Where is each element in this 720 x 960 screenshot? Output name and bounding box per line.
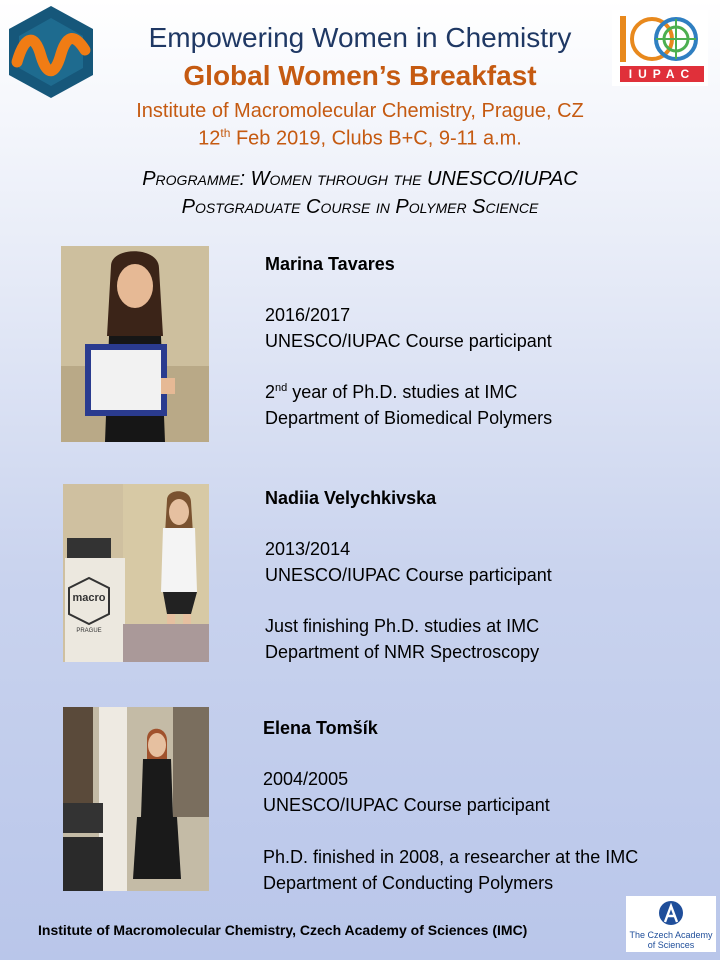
imc-logo (7, 4, 95, 100)
iupac-logo-text: IUPAC (628, 67, 696, 81)
photo-sign-text: macro (72, 592, 106, 604)
photo-nadiia-velychkivska (63, 484, 209, 662)
event-title: Empowering Women in Chemistry (148, 22, 572, 53)
cas-emblem (626, 898, 716, 928)
institute-line: Institute of Macromolecular Chemistry, Prague, CZ (136, 100, 584, 122)
photo-sign-sub: PRAGUE (76, 628, 102, 634)
photo-marina-tavares (61, 246, 209, 442)
participant-years: 2004/2005 (263, 769, 349, 789)
status-ordinal: nd (275, 382, 288, 394)
date-day: 12 (198, 127, 221, 150)
participant-status: Ph.D. finished in 2008, a researcher at the IMC (263, 847, 639, 867)
date-rest: Feb 2019, Clubs B+C, 9-11 a.m. (230, 127, 522, 150)
status-text: year of Ph.D. studies at IMC (287, 382, 518, 402)
participant-status (265, 382, 517, 403)
date-suffix: th (220, 126, 231, 140)
participant-department: Department of Biomedical Polymers (265, 408, 553, 428)
cas-logo-line-2: of Sciences (647, 940, 695, 950)
footer-institute: Institute of Macromolecular Chemistry, Czech Academy of Sciences (IMC) (38, 922, 528, 938)
photo-elena-tomsik (63, 707, 209, 891)
cas-logo-line-1: The Czech Academy (629, 930, 713, 940)
participant-status: Just finishing Ph.D. studies at IMC (265, 616, 540, 636)
czech-academy-logo (626, 896, 716, 952)
participant-role: UNESCO/IUPAC Course participant (265, 331, 552, 351)
participant-years: 2016/2017 (265, 305, 351, 325)
participant-department: Department of Conducting Polymers (263, 873, 554, 893)
iupac-100-graphic (612, 10, 708, 86)
participant-department: Department of NMR Spectroscopy (265, 642, 540, 662)
participant-role: UNESCO/IUPAC Course participant (263, 795, 550, 815)
iupac-100-logo (612, 10, 708, 86)
programme-line-2: Postgraduate Course in Polymer Science (181, 196, 539, 218)
event-subtitle: Global Women’s Breakfast (183, 60, 537, 91)
participant-years: 2013/2014 (265, 539, 351, 559)
event-date (0, 126, 720, 151)
participant-role: UNESCO/IUPAC Course participant (265, 565, 552, 585)
programme-line-1: Programme: Women through the UNESCO/IUPAC (142, 168, 578, 190)
participant-name: Elena Tomšík (263, 718, 378, 738)
participant-name: Nadiia Velychkivska (265, 488, 437, 508)
status-number: 2 (265, 382, 276, 402)
participant-name: Marina Tavares (265, 254, 395, 274)
